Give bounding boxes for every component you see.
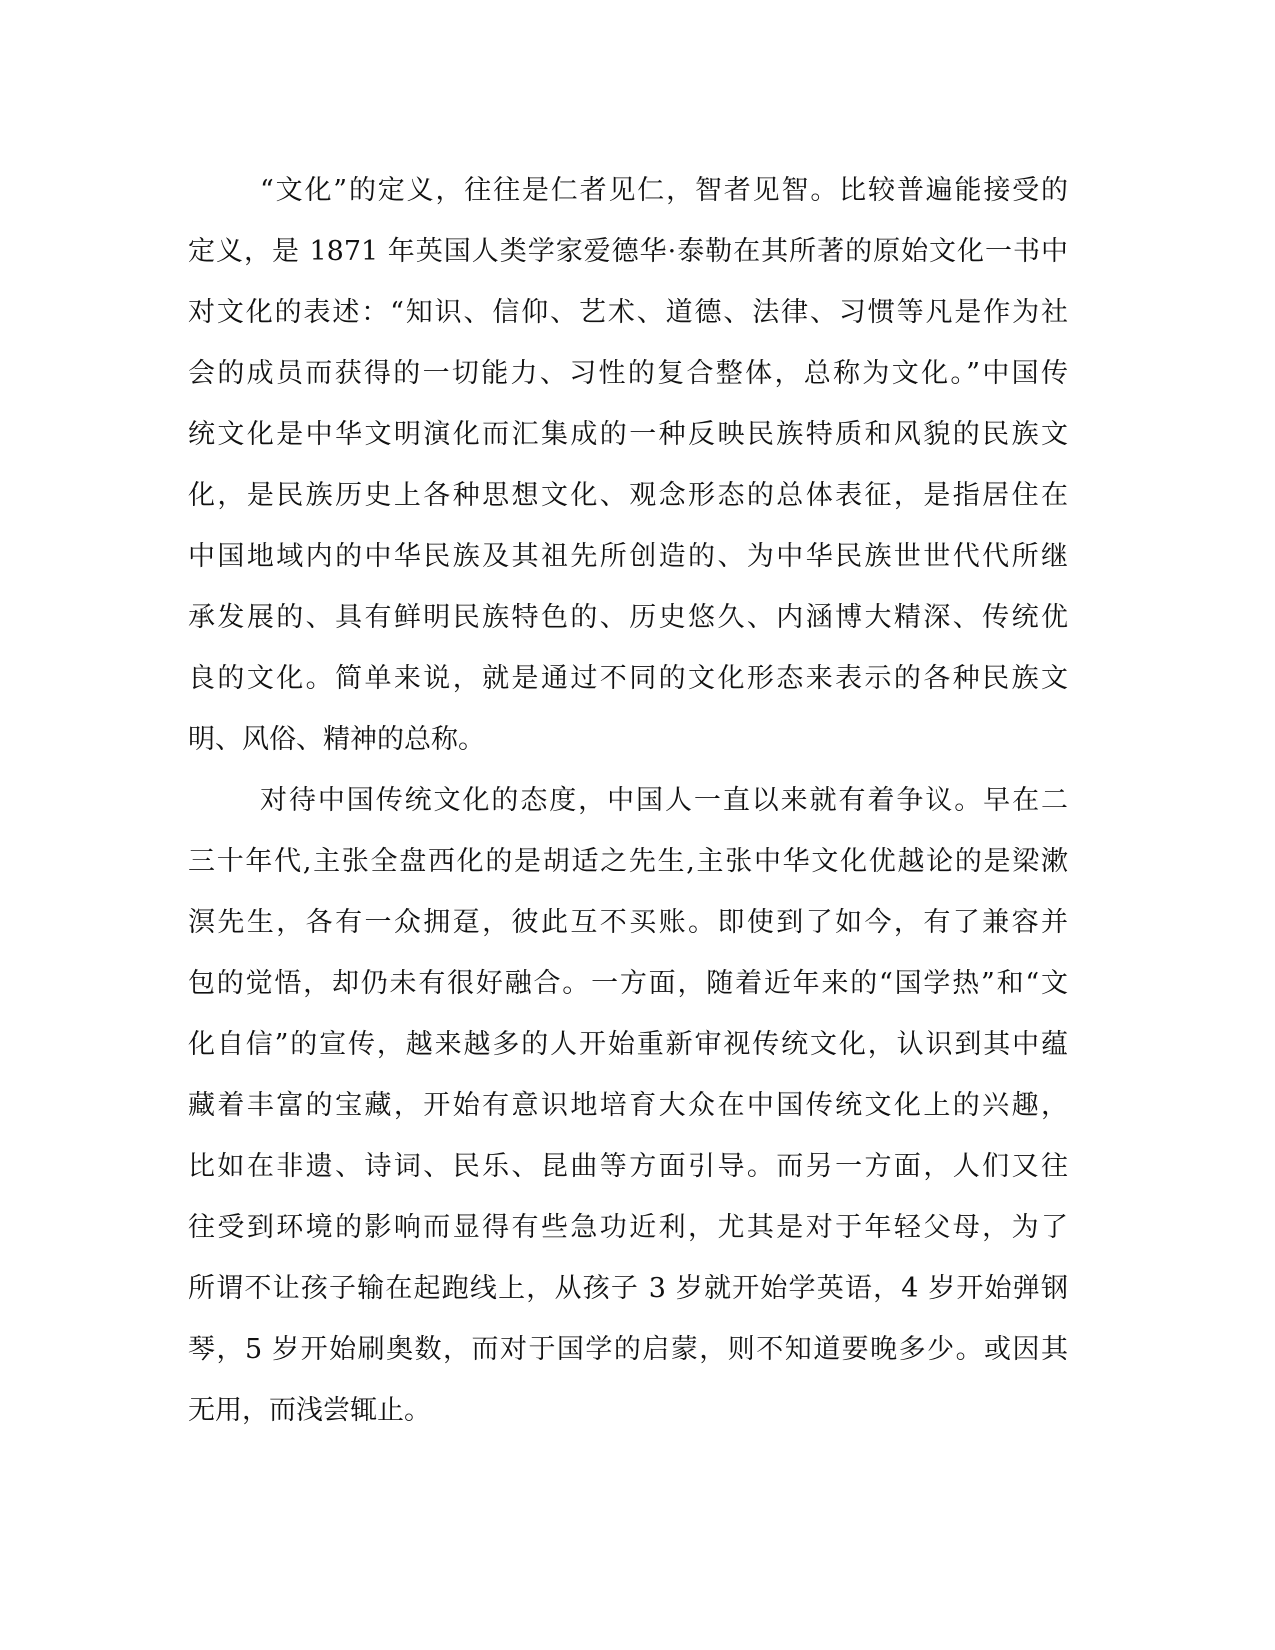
text-line: 化，是民族历史上各种思想文化、观念形态的总体表征，是指居住在 [188,480,1068,511]
text-line: 三十年代,主张全盘西化的是胡适之先生,主张中华文化优越论的是梁漱 [188,846,1068,877]
text-line: 对文化的表述：“知识、信仰、艺术、道德、法律、习惯等凡是作为社 [188,297,1068,328]
text-line: 明、风俗、精神的总称。 [188,724,485,755]
text-line: 承发展的、具有鲜明民族特色的、历史悠久、内涵博大精深、传统优 [188,602,1068,633]
text-line: 会的成员而获得的一切能力、习性的复合整体，总称为文化。”中国传 [188,358,1068,389]
paragraph-attitude-traditional-culture [188,770,1068,1441]
paragraph-culture-definition [188,160,1068,770]
text-line: 统文化是中华文明演化而汇集成的一种反映民族特质和风貌的民族文 [188,419,1068,450]
text-line: 包的觉悟，却仍未有很好融合。一方面，随着近年来的“国学热”和“文 [188,968,1068,999]
text-line: 往受到环境的影响而显得有些急功近利，尤其是对于年轻父母，为了 [188,1212,1068,1243]
text-line: 无用，而浅尝辄止。 [188,1395,431,1426]
text-line: 对待中国传统文化的态度，中国人一直以来就有着争议。早在二 [260,785,1068,816]
text-line: 化自信”的宣传，越来越多的人开始重新审视传统文化，认识到其中蕴 [188,1029,1068,1060]
text-line: 琴，5 岁开始刷奥数，而对于国学的启蒙，则不知道要晚多少。或因其 [188,1334,1068,1365]
text-line: “文化”的定义，往往是仁者见仁，智者见智。比较普遍能接受的 [260,175,1068,206]
text-line: 藏着丰富的宝藏，开始有意识地培育大众在中国传统文化上的兴趣， [188,1090,1068,1121]
text-line: 中国地域内的中华民族及其祖先所创造的、为中华民族世世代代所继 [188,541,1068,572]
text-line: 溟先生，各有一众拥趸，彼此互不买账。即使到了如今，有了兼容并 [188,907,1068,938]
text-line: 良的文化。简单来说，就是通过不同的文化形态来表示的各种民族文 [188,663,1068,694]
text-line: 所谓不让孩子输在起跑线上，从孩子 3 岁就开始学英语，4 岁开始弹钢 [188,1273,1068,1304]
text-line: 定义，是 1871 年英国人类学家爱德华·泰勒在其所著的原始文化一书中 [188,236,1068,267]
text-line: 比如在非遗、诗词、民乐、昆曲等方面引导。而另一方面，人们又往 [188,1151,1068,1182]
document-body [188,160,1068,1441]
